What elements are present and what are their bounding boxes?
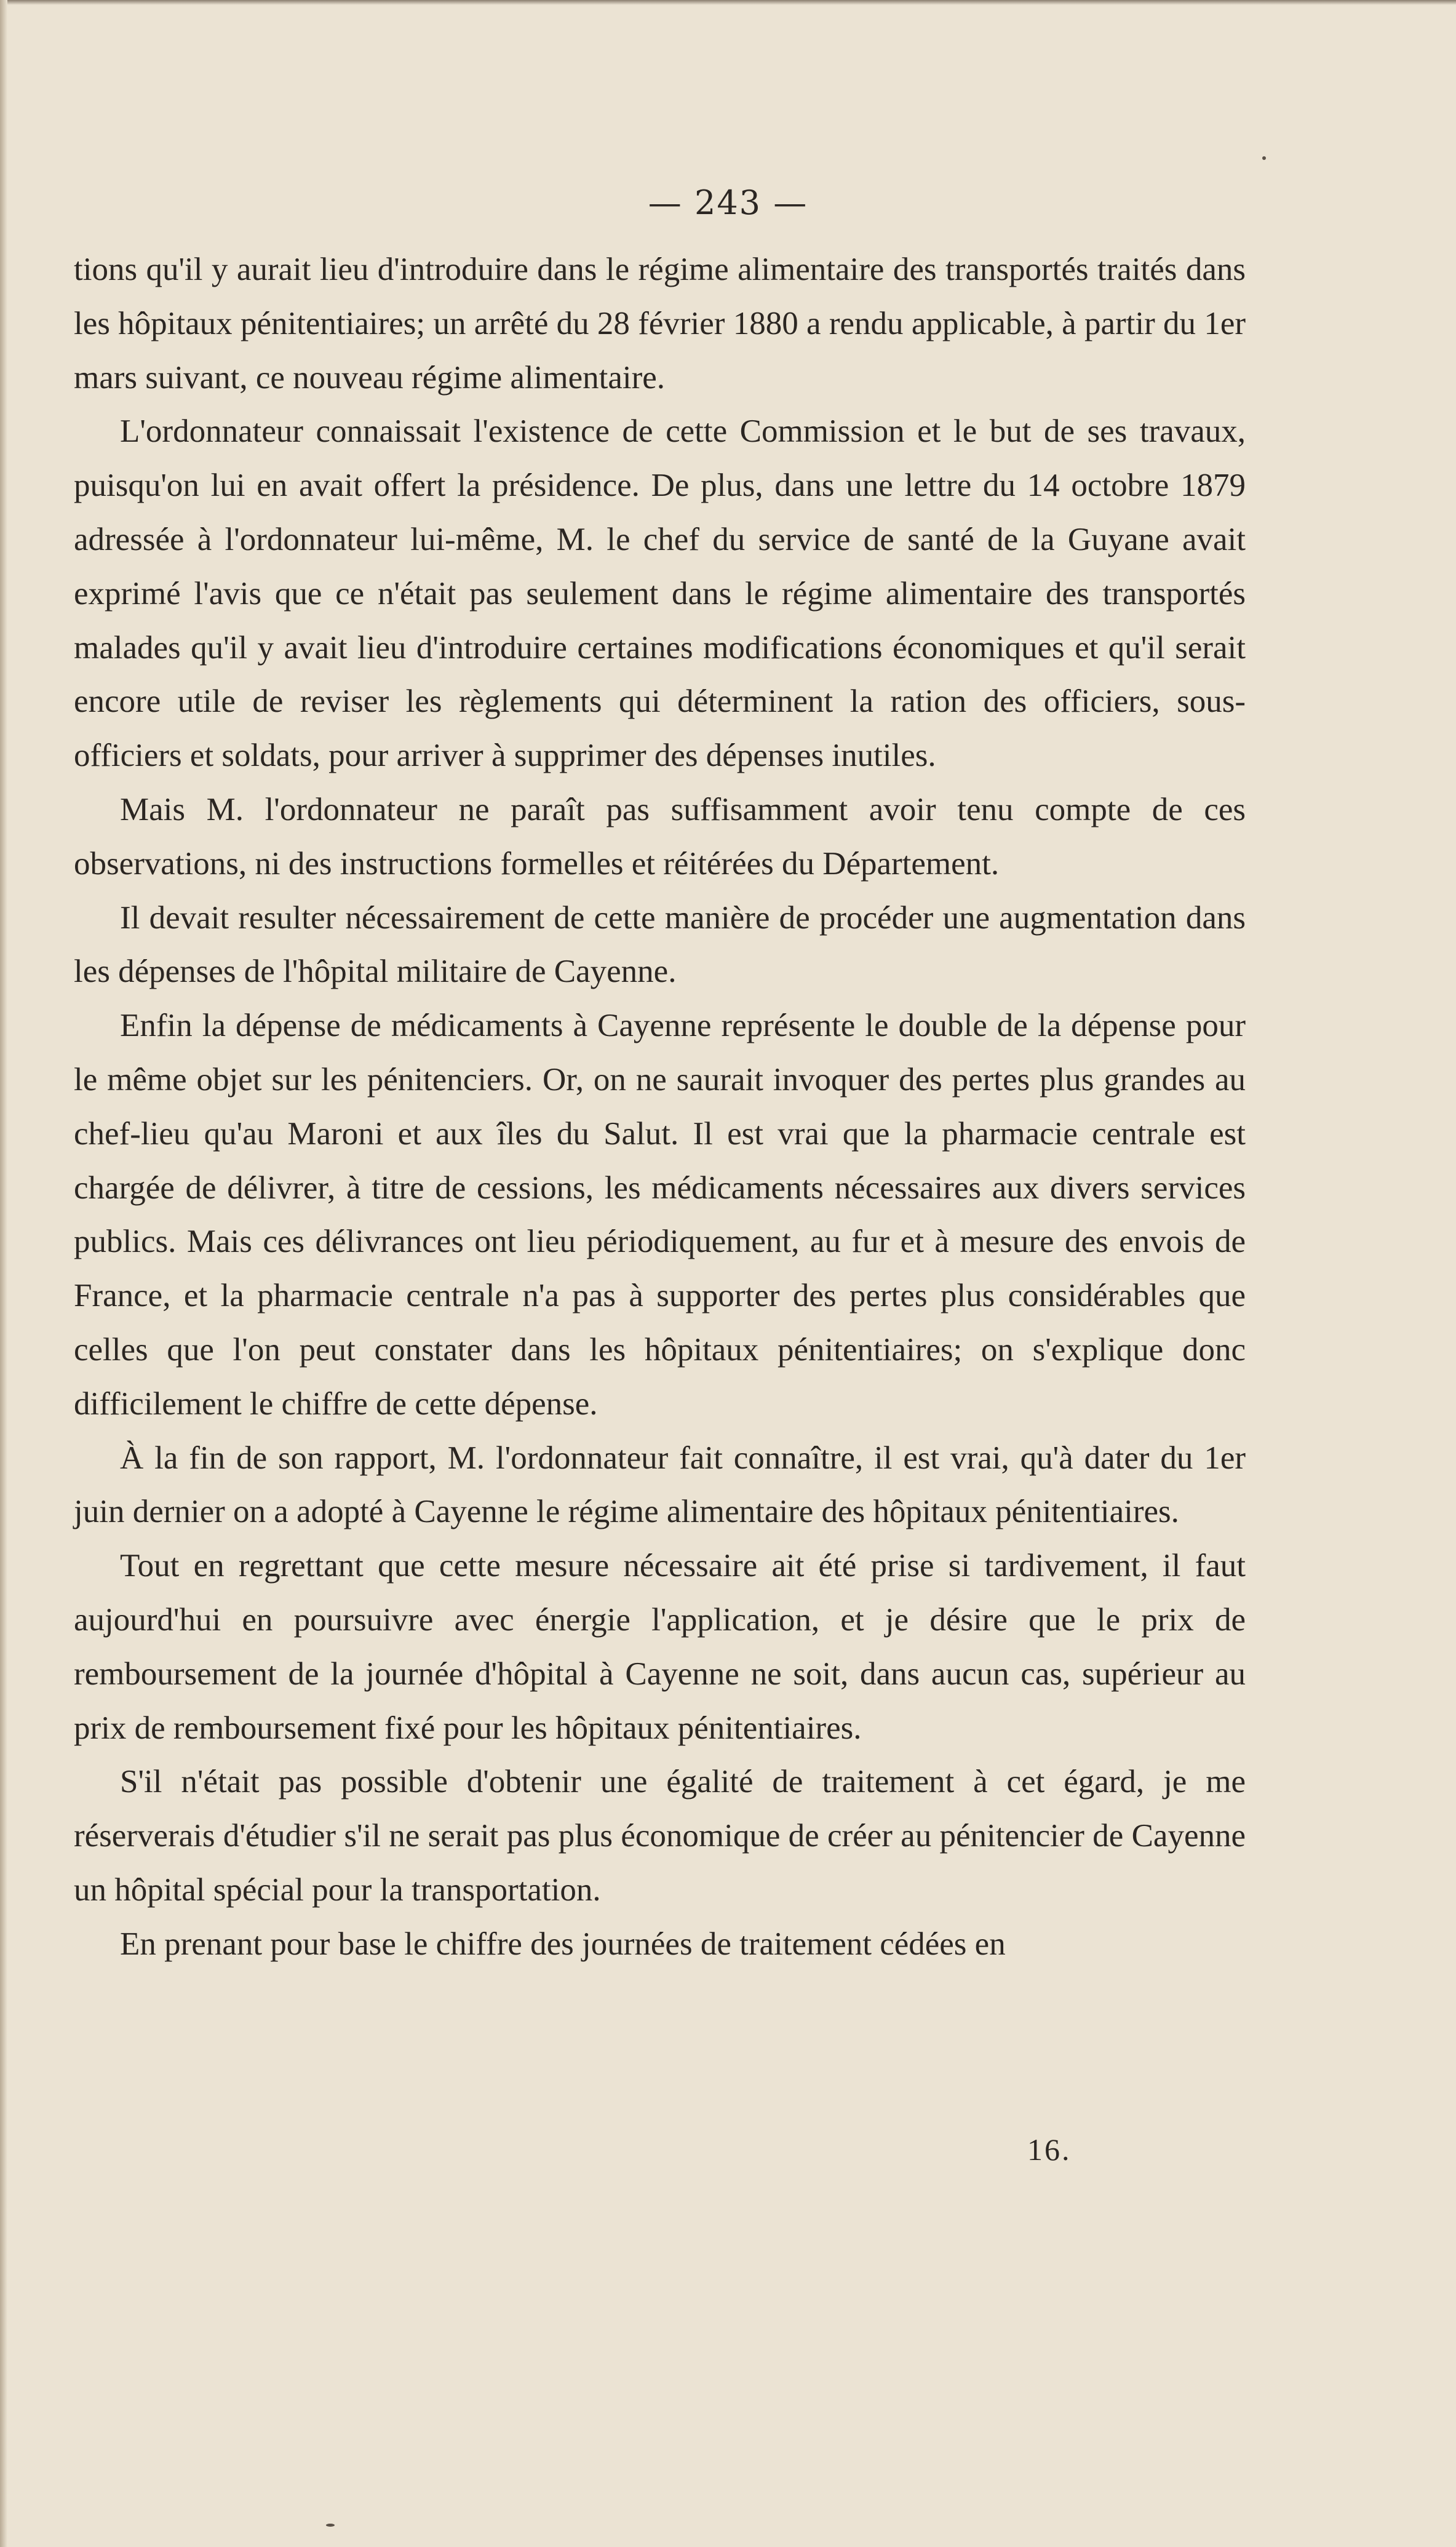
paragraph: S'il n'était pas possible d'obtenir une égalité de traitement à cet égard, je me réserverais d'étudier s'il ne serait pas plus économique de créer au pénitencier de Cayenne un hôpital spécial pour la transportation. [74, 1764, 1246, 1908]
page-number: — 243 — [648, 183, 808, 222]
paragraph: Tout en regrettant que cette mesure nécessaire ait été prise si tardivement, il faut aujourd'hui en poursuivre avec énergie l'application, et je désire que le prix de remboursement de la journée d'hôpital à Cayenne ne soit, dans aucun cas, supérieur au prix de remboursement fixé pour les hôpitaux pénitentiaires. [74, 1548, 1246, 1746]
paragraph: L'ordonnateur connaissait l'existence de cette Commission et le but de ses travaux, puisqu'on lui en avait offert la présidence. De plus, dans une lettre du 14 octobre 1879 adressée à l'ordonnateur lui-même, M. le chef du service de santé de la Guyane avait exprimé l'avis que ce n'était pas seulement dans le régime alimentaire des transportés malades qu'il y avait lieu d'introduire certaines modifications économiques et qu'il serait encore utile de reviser les règlements qui déterminent la ration des officiers, sous-officiers et soldats, pour arriver à supprimer des dépenses inutiles. [74, 413, 1246, 774]
paper-speck [326, 2524, 335, 2527]
page-left-edge [0, 0, 7, 2547]
page-top-edge [0, 0, 1456, 5]
paragraph: En prenant pour base le chiffre des journées de traitement cédées en [120, 1926, 1006, 1962]
paragraph: Mais M. l'ordonnateur ne paraît pas suffisamment avoir tenu compte de ces observations, ni des instructions formelles et réitérées du Département. [74, 791, 1246, 882]
paragraph: À la fin de son rapport, M. l'ordonnateur fait connaître, il est vrai, qu'à dater du 1er juin dernier on a adopté à Cayenne le régime alimentaire des hôpitaux pénitentiaires. [74, 1440, 1246, 1530]
paragraph: Il devait resulter nécessairement de cette manière de procéder une augmentation dans les dépenses de l'hôpital militaire de Cayenne. [74, 899, 1246, 990]
signature-mark: 16. [1027, 2132, 1072, 2167]
paragraph: tions qu'il y aurait lieu d'introduire dans le régime alimentaire des transportés traités dans les hôpitaux pénitentiaires; un arrêté du 28 février 1880 a rendu applicable, à partir du 1er mars suivant, ce nouveau régime alimentaire. [74, 252, 1246, 396]
paper-speck [1262, 156, 1266, 160]
body-text [74, 243, 1246, 1972]
paragraph: Enfin la dépense de médicaments à Cayenne représente le double de la dépense pour le même objet sur les pénitenciers. Or, on ne saurait invoquer des pertes plus grandes au chef-lieu qu'au Maroni et aux îles du Salut. Il est vrai que la pharmacie centrale est chargée de délivrer, à titre de cessions, les médicaments nécessaires aux divers services publics. Mais ces délivrances ont lieu périodiquement, au fur et à mesure des envois de France, et la pharmacie centrale n'a pas à supporter des pertes plus considérables que celles que l'on peut constater dans les hôpitaux pénitentiaires; on s'explique donc difficilement le chiffre de cette dépense. [74, 1008, 1246, 1422]
